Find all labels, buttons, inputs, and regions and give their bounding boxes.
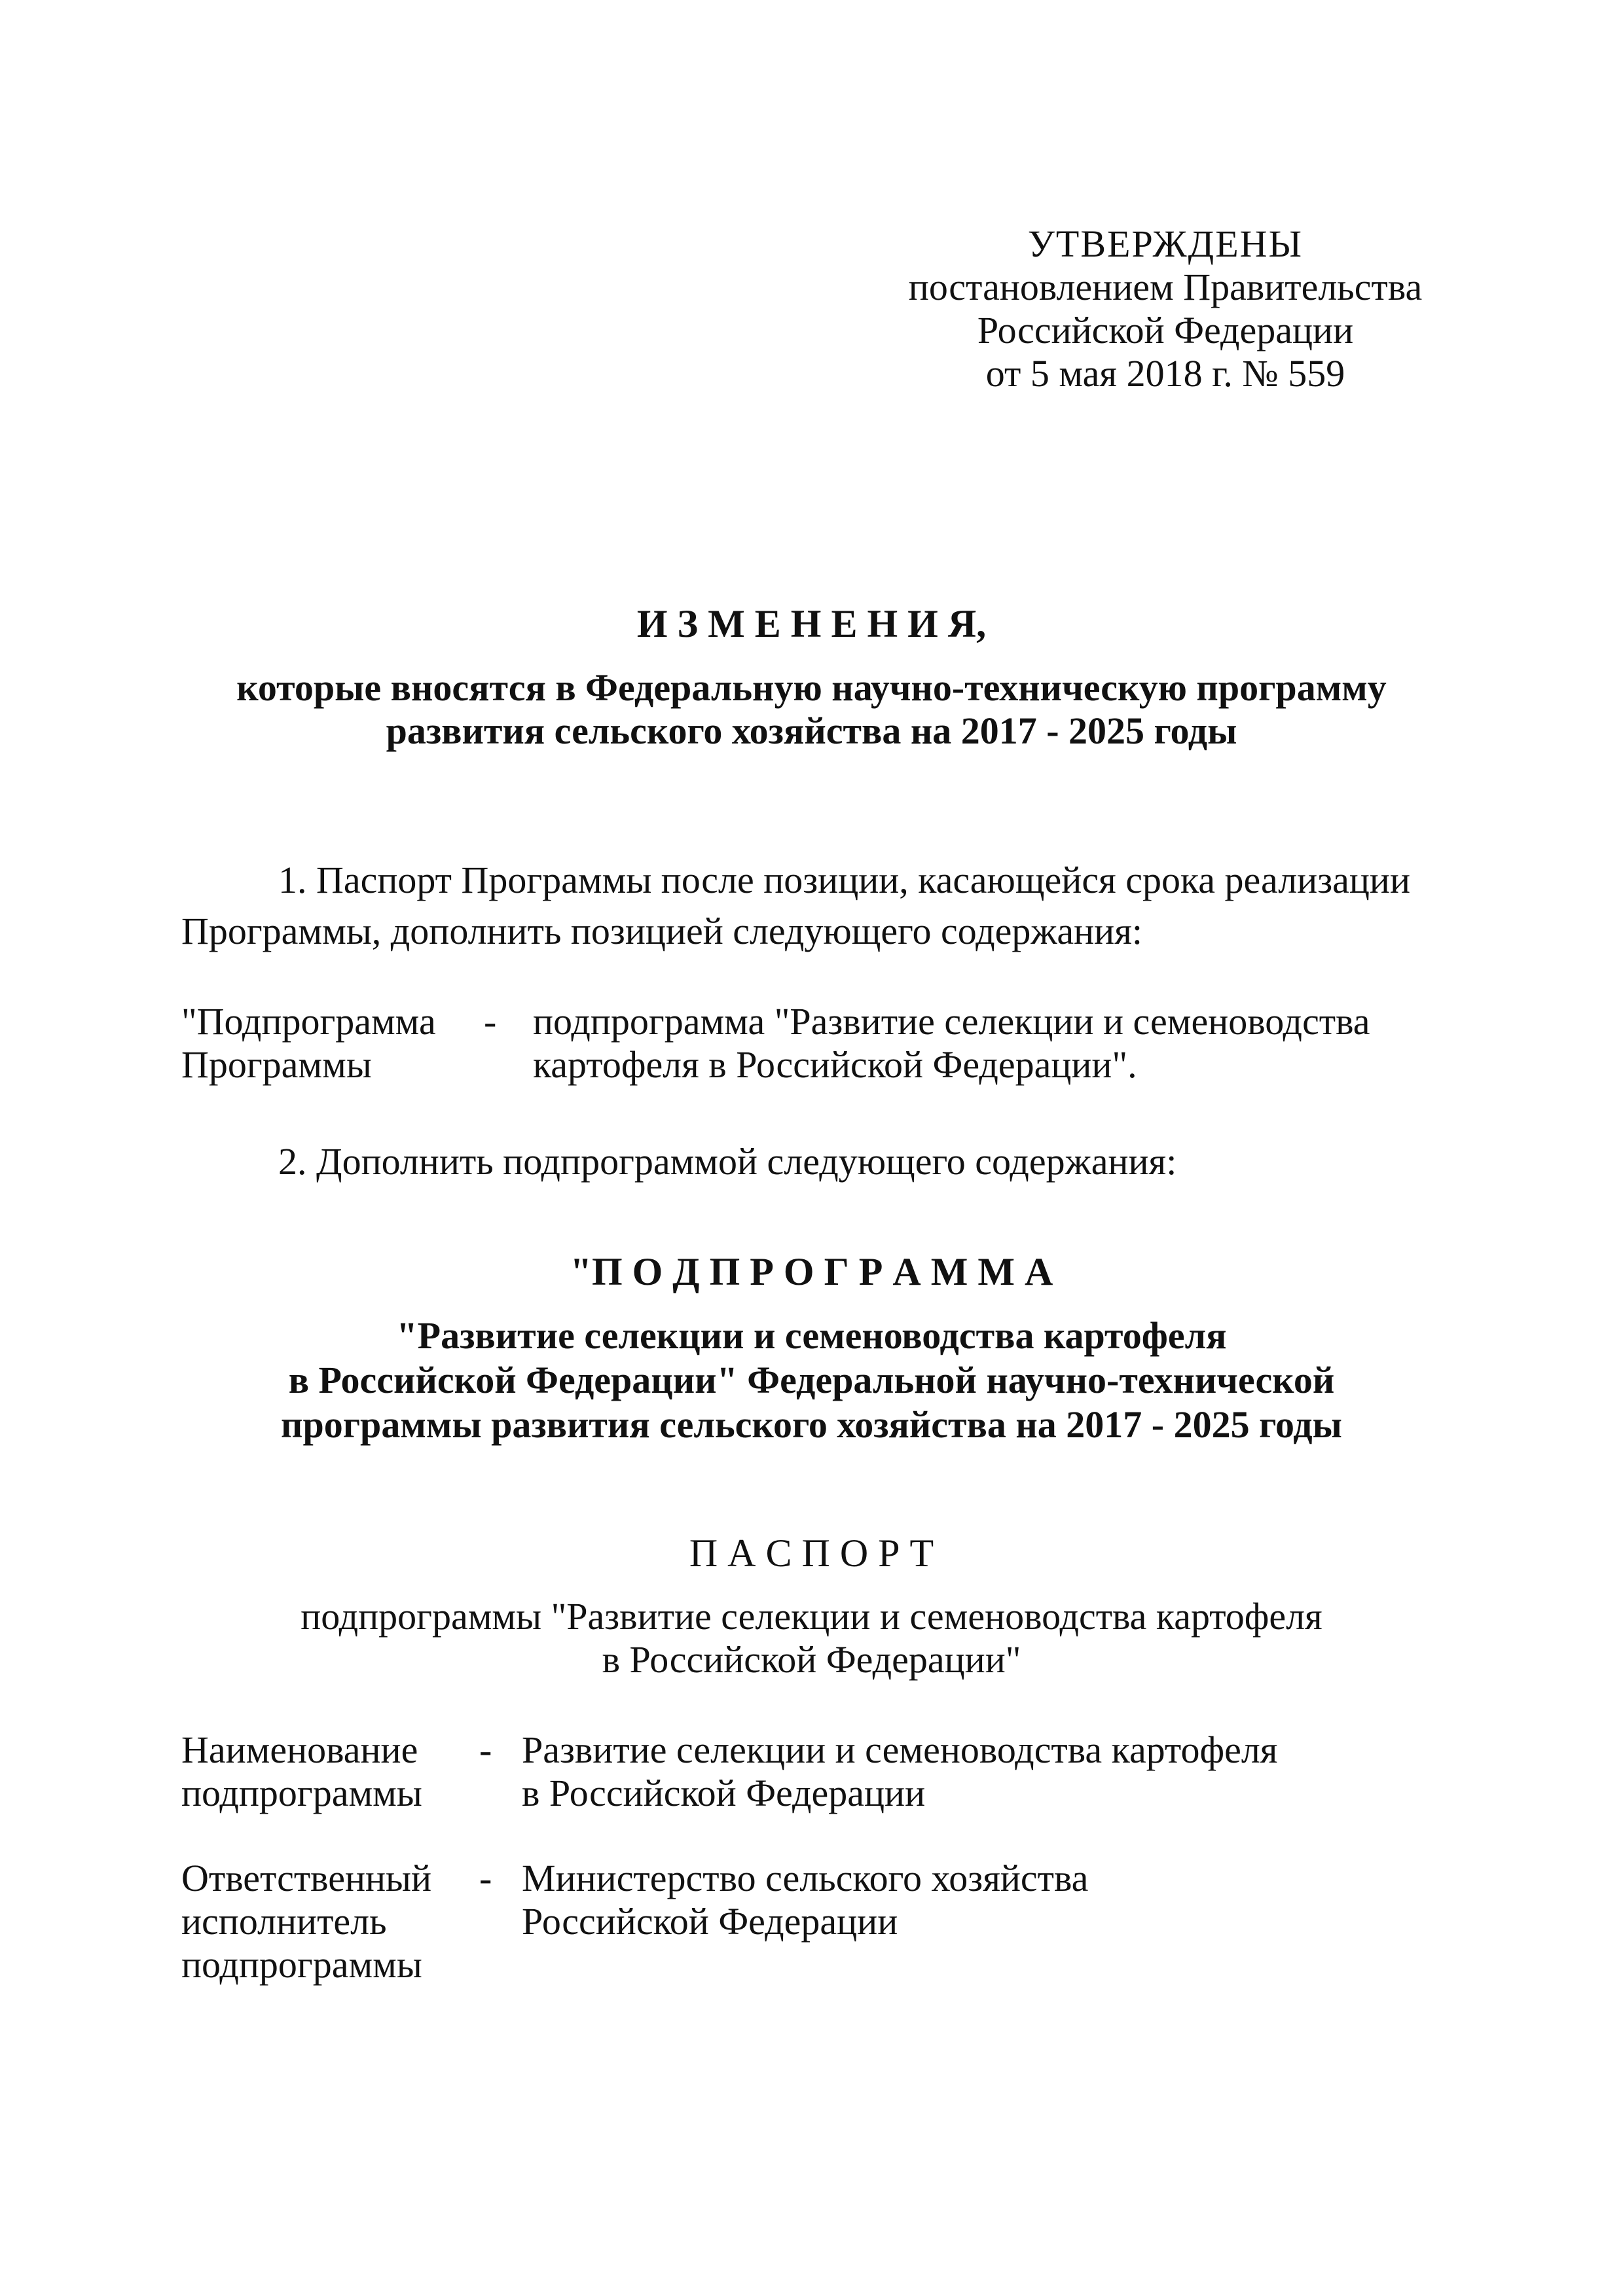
passport-row-value: Министерство сельского хозяйства Российской Федерации — [522, 1857, 1089, 1943]
passport-heading: П А С П О Р Т — [689, 1532, 934, 1575]
approval-line: постановлением Правительства — [908, 266, 1423, 308]
passport-row-label: Наименование подпрограммы — [181, 1729, 422, 1814]
approval-title: УТВЕРЖДЕНЫ — [1027, 223, 1304, 265]
row-dash: - — [479, 1857, 492, 1899]
changes-subtitle: развития сельского хозяйства на 2017 - 2025 годы — [386, 709, 1237, 752]
row-dash: - — [479, 1729, 492, 1771]
passport-row — [181, 1729, 1425, 1820]
passport-row-label: Ответственный исполнитель подпрограммы — [181, 1857, 432, 1986]
row-dash: - — [484, 1000, 497, 1043]
insert-position-value: подпрограмма "Развитие селекции и семеноводства картофеля в Российской Федерации". — [533, 1000, 1370, 1086]
changes-subtitle: которые вносятся в Федеральную научно-техническую программу — [236, 666, 1387, 709]
passport-subtitle: подпрограммы "Развитие селекции и семеноводства картофеля — [301, 1595, 1322, 1638]
subprogram-title: "Развитие селекции и семеноводства картофеля — [396, 1314, 1227, 1357]
item-2-text: 2. Дополнить подпрограммой следующего содержания: — [278, 1140, 1177, 1183]
subprogram-title: программы развития сельского хозяйства на 2017 - 2025 годы — [281, 1403, 1342, 1446]
insert-position-row — [181, 1000, 1425, 1092]
insert-position-label: "Подпрограмма Программы — [181, 1000, 436, 1086]
item-1-text: 1. Паспорт Программы после позиции, касающейся срока реализации — [278, 859, 1410, 901]
approval-date-number: от 5 мая 2018 г. № 559 — [985, 352, 1345, 395]
passport-subtitle: в Российской Федерации" — [602, 1638, 1021, 1681]
item-1-text: Программы, дополнить позицией следующего содержания: — [181, 910, 1143, 952]
approval-block — [903, 223, 1427, 395]
passport-row — [181, 1857, 1425, 1994]
passport-row-value: Развитие селекции и семеноводства картофеля в Российской Федерации — [522, 1729, 1278, 1814]
changes-heading: И З М Е Н Е Н И Я, — [636, 602, 987, 645]
subprogram-heading: "П О Д П Р О Г Р А М М А — [570, 1250, 1053, 1293]
approval-line: Российской Федерации — [977, 309, 1354, 351]
subprogram-title: в Российской Федерации" Федеральной научно-технической — [288, 1359, 1335, 1401]
